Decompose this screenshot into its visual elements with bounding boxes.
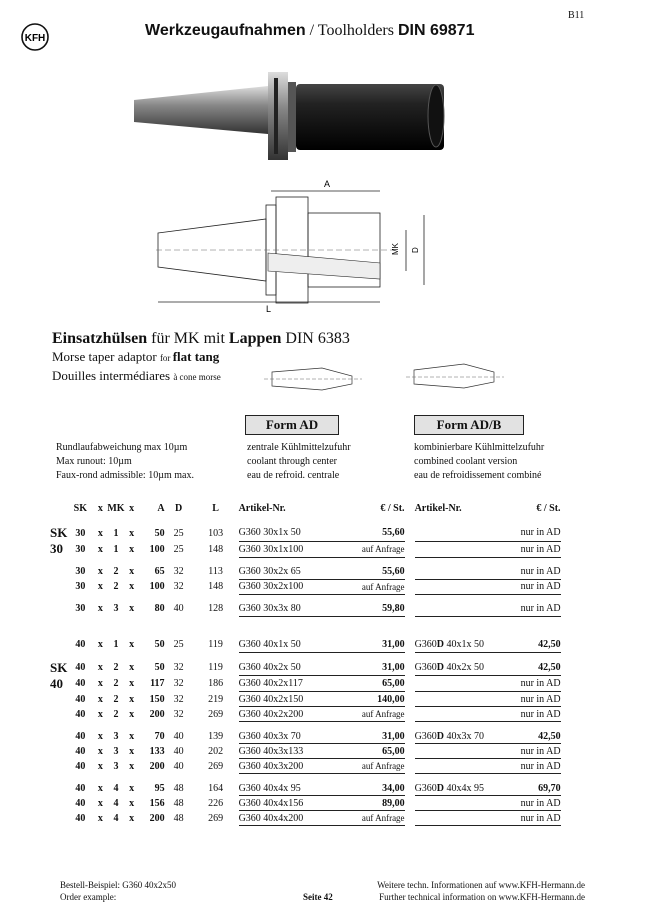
table-row xyxy=(50,744,561,759)
sk-group-label xyxy=(50,796,67,811)
table-row xyxy=(50,796,561,811)
price-adb: nur in AD xyxy=(520,797,561,809)
table-cell: 2 xyxy=(113,581,119,592)
article-number: G360 40x4x 95 xyxy=(239,781,339,796)
sk-group-label xyxy=(50,811,67,826)
sk-group-label xyxy=(50,707,67,722)
table-row xyxy=(50,638,561,653)
table-cell: x xyxy=(129,745,135,757)
table-header-cell: € / St. xyxy=(380,503,405,514)
table-cell: x xyxy=(97,730,103,742)
table-cell: 219 xyxy=(208,693,224,705)
table-cell: 4 xyxy=(113,782,119,794)
article-number-adb xyxy=(415,676,519,692)
table-cell: 2 xyxy=(113,678,119,689)
page-code: B11 xyxy=(568,10,585,21)
table-cell: x xyxy=(129,782,135,794)
price: 55,60 xyxy=(339,525,405,541)
table-row xyxy=(50,602,561,617)
price-adb: nur in AD xyxy=(520,566,561,577)
table-cell: x xyxy=(129,581,135,592)
table-cell: 3 xyxy=(113,745,119,757)
price-adb: nur in AD xyxy=(519,541,561,557)
article-number: G360 40x2x150 xyxy=(239,692,339,707)
table-cell: 148 xyxy=(208,543,224,555)
table-cell: 30 xyxy=(75,527,86,539)
price-adb: nur in AD xyxy=(520,745,561,757)
price-adb: nur in AD xyxy=(520,603,561,614)
table-cell: 2 xyxy=(113,708,119,720)
price-adb: nur in AD xyxy=(520,708,561,720)
table-cell: x xyxy=(97,662,103,673)
table-cell: 50 xyxy=(154,527,165,539)
kfh-logo xyxy=(20,22,50,52)
table-header-cell: € / St. xyxy=(536,503,561,514)
table-row xyxy=(50,660,561,676)
article-number-adb xyxy=(415,707,519,722)
table-cell: x xyxy=(97,527,103,539)
table-cell: x xyxy=(97,812,103,824)
table-cell: 269 xyxy=(208,812,224,824)
table-cell: 269 xyxy=(208,760,224,772)
table-cell: 100 xyxy=(149,581,165,592)
article-number-adb: G360D 40x3x 70 xyxy=(415,729,519,744)
table-cell: x xyxy=(97,566,103,578)
info-link: Weitere techn. Informationen auf www.KFH-Hermann.de Further technical information on www.KFH-Hermann.de xyxy=(377,880,585,902)
sk-group-label xyxy=(50,692,67,707)
table-cell: x xyxy=(129,693,135,705)
article-number-adb xyxy=(415,579,519,594)
price: 31,00 xyxy=(339,660,405,676)
table-cell: x xyxy=(129,797,135,809)
table-cell: x xyxy=(129,639,135,651)
ad-notes: zentrale Kühlmittelzufuhr coolant through center eau de refroid. centrale xyxy=(247,442,351,481)
order-example: Bestell-Beispiel: G360 40x2x50 Order example: xyxy=(60,880,176,902)
table-cell: x xyxy=(97,543,103,555)
price-adb: nur in AD xyxy=(519,676,561,692)
table-cell: 164 xyxy=(208,782,224,794)
article-number: G360 40x2x 50 xyxy=(239,660,339,676)
article-number-adb xyxy=(415,744,519,759)
table-cell: 186 xyxy=(208,678,224,689)
article-number-adb xyxy=(415,692,519,707)
table-header-cell xyxy=(50,503,67,525)
table-cell: 32 xyxy=(173,581,184,592)
article-number: G360 40x3x 70 xyxy=(239,729,339,744)
form-adb-label: Form AD/B xyxy=(414,415,524,435)
section-title-en: Morse taper adaptor for flat tang xyxy=(52,349,220,364)
article-number-adb: G360D 40x4x 95 xyxy=(415,781,519,796)
dim-label-mk: MK xyxy=(391,243,400,255)
table-header-cell: D xyxy=(174,503,183,514)
article-number: G360 40x2x117 xyxy=(239,676,339,692)
price: 59,80 xyxy=(339,602,405,617)
table-cell: 40 xyxy=(75,662,86,673)
runout-notes: Rundlaufabweichung max 10µm Max runout: 10µm Faux-rond admissible: 10µm max. xyxy=(56,442,194,481)
table-cell: 40 xyxy=(75,708,86,720)
table-cell: 30 xyxy=(75,566,86,578)
sk-group-label xyxy=(50,744,67,759)
table-cell: 40 xyxy=(75,812,86,824)
price-adb: 42,50 xyxy=(519,660,561,676)
article-number: G360 30x1x100 xyxy=(239,541,339,557)
table-cell: 40 xyxy=(173,760,184,772)
table-cell: 202 xyxy=(208,745,224,757)
price: auf Anfrage xyxy=(339,759,405,774)
table-header-cell: x xyxy=(129,503,135,514)
price: auf Anfrage xyxy=(339,541,405,557)
table-cell: x xyxy=(129,730,135,742)
table-row xyxy=(50,707,561,722)
article-number: G360 40x4x156 xyxy=(239,796,339,811)
table-cell: x xyxy=(97,603,103,615)
table-row xyxy=(50,781,561,796)
sk-group-label: SK xyxy=(50,659,68,675)
page-title: Werkzeugaufnahmen / Toolholders DIN 69871 xyxy=(145,22,475,39)
table-header-cell: L xyxy=(212,503,219,514)
section-title-de: Einsatzhülsen für MK mit Lappen DIN 6383 xyxy=(52,330,350,347)
article-number-adb xyxy=(415,541,519,557)
price: 55,60 xyxy=(339,565,405,580)
price: 65,00 xyxy=(339,744,405,759)
table-cell: 1 xyxy=(113,543,119,555)
section-title-fr: Douilles intermédiares à cone morse xyxy=(52,368,221,383)
sk-group-label xyxy=(50,729,67,744)
technical-drawing xyxy=(148,175,448,315)
article-number: G360 30x2x 65 xyxy=(239,565,339,580)
table-cell: 3 xyxy=(113,730,119,742)
table-header-cell: MK xyxy=(107,503,125,514)
table-cell: x xyxy=(129,603,135,615)
form-adb-drawing xyxy=(404,356,514,396)
price-adb: 69,70 xyxy=(519,781,561,796)
table-cell: x xyxy=(129,678,135,689)
article-number-adb: G360D 40x2x 50 xyxy=(415,660,519,676)
article-number: G360 40x3x200 xyxy=(239,759,339,774)
price: 140,00 xyxy=(339,692,405,707)
article-number: G360 40x1x 50 xyxy=(239,638,339,653)
table-cell: x xyxy=(97,745,103,757)
table-cell: 148 xyxy=(208,581,224,592)
table-cell: 200 xyxy=(149,812,165,824)
product-table xyxy=(50,503,561,826)
table-cell: x xyxy=(129,708,135,720)
table-cell: 40 xyxy=(75,693,86,705)
price: 34,00 xyxy=(339,781,405,796)
price: auf Anfrage xyxy=(339,811,405,826)
table-cell: 117 xyxy=(150,678,165,689)
table-cell: 40 xyxy=(173,603,184,615)
table-cell: 226 xyxy=(208,797,224,809)
table-cell: 50 xyxy=(154,662,165,673)
table-cell: 150 xyxy=(149,693,165,705)
table-cell: x xyxy=(129,662,135,673)
table-cell: 269 xyxy=(208,708,224,720)
price: 65,00 xyxy=(339,676,405,692)
price-adb: nur in AD xyxy=(520,760,561,772)
table-cell: 40 xyxy=(75,782,86,794)
table-cell: 139 xyxy=(208,730,224,742)
table-row xyxy=(50,729,561,744)
sk-group-label xyxy=(50,565,67,580)
price-adb: nur in AD xyxy=(520,693,561,705)
table-cell: 32 xyxy=(173,693,184,705)
table-cell: 48 xyxy=(173,812,184,824)
table-cell: 70 xyxy=(154,730,165,742)
table-cell: 100 xyxy=(149,543,165,555)
table-cell: x xyxy=(97,782,103,794)
table-cell: 200 xyxy=(149,760,165,772)
table-cell: 2 xyxy=(113,693,119,705)
sk-group-label xyxy=(50,781,67,796)
table-cell: 128 xyxy=(208,603,224,615)
table-cell: 1 xyxy=(113,639,119,651)
article-number-adb xyxy=(415,759,519,774)
table-header-cell xyxy=(405,503,415,525)
table-header-cell: A xyxy=(157,503,165,514)
table-cell: 113 xyxy=(208,566,223,578)
table-cell: 25 xyxy=(173,543,184,555)
table-cell: 40 xyxy=(75,797,86,809)
price-adb: 42,50 xyxy=(519,729,561,744)
form-ad-drawing xyxy=(262,362,372,396)
table-cell: 4 xyxy=(113,797,119,809)
table-cell: 40 xyxy=(75,678,86,689)
article-number-adb xyxy=(415,602,519,617)
table-cell: 2 xyxy=(113,566,119,578)
table-cell: 30 xyxy=(75,603,86,615)
article-number-adb xyxy=(415,811,519,826)
table-cell: 40 xyxy=(75,745,86,757)
price: 31,00 xyxy=(339,638,405,653)
table-cell: 32 xyxy=(173,662,184,673)
sk-group-label: 40 xyxy=(50,675,63,691)
table-cell: 119 xyxy=(208,639,223,651)
table-cell: 30 xyxy=(75,543,86,555)
table-cell: 50 xyxy=(154,639,165,651)
table-cell: 40 xyxy=(75,730,86,742)
dim-label-a: A xyxy=(324,179,331,189)
table-row xyxy=(50,579,561,594)
table-cell: 30 xyxy=(75,581,86,592)
article-number: G360 30x1x 50 xyxy=(239,525,339,541)
table-row xyxy=(50,676,561,692)
svg-text:KFH: KFH xyxy=(24,33,46,44)
table-cell: x xyxy=(129,527,135,539)
table-row xyxy=(50,759,561,774)
table-header-cell: Artikel-Nr. xyxy=(238,503,286,514)
sk-group-label xyxy=(50,579,67,594)
table-cell: x xyxy=(97,678,103,689)
article-number: G360 40x3x133 xyxy=(239,744,339,759)
price: 31,00 xyxy=(339,729,405,744)
article-number-adb xyxy=(415,796,519,811)
table-cell: x xyxy=(97,797,103,809)
table-cell: x xyxy=(97,708,103,720)
price-adb: 42,50 xyxy=(519,638,561,653)
table-cell: 48 xyxy=(173,782,184,794)
table-cell: 32 xyxy=(173,566,184,578)
table-cell: 65 xyxy=(154,566,165,578)
table-cell: 80 xyxy=(154,603,165,615)
table-cell: 3 xyxy=(113,760,119,772)
dim-label-d: D xyxy=(411,247,420,253)
article-number: G360 40x4x200 xyxy=(239,811,339,826)
table-cell: x xyxy=(129,760,135,772)
table-row xyxy=(50,692,561,707)
table-cell: 3 xyxy=(113,603,119,615)
adb-notes: kombinierbare Kühlmittelzufuhr combined coolant version eau de refroidissement combiné xyxy=(414,442,545,481)
table-cell: x xyxy=(97,760,103,772)
product-photo xyxy=(130,68,450,168)
table-cell: x xyxy=(129,566,135,578)
table-cell: x xyxy=(97,639,103,651)
table-cell: x xyxy=(129,543,135,555)
table-cell: 156 xyxy=(149,797,165,809)
page-number: Seite 42 xyxy=(303,892,333,902)
form-ad-label: Form AD xyxy=(245,415,339,435)
table-cell: 2 xyxy=(113,662,119,673)
table-cell: 119 xyxy=(208,662,223,673)
table-cell: 133 xyxy=(149,745,165,757)
table-row xyxy=(50,525,561,541)
price-adb: nur in AD xyxy=(520,581,561,592)
table-cell: 25 xyxy=(173,639,184,651)
table-cell: 32 xyxy=(173,708,184,720)
table-row xyxy=(50,811,561,826)
table-cell: x xyxy=(97,581,103,592)
table-header-cell: x xyxy=(97,503,103,514)
table-cell: 40 xyxy=(75,639,86,651)
table-cell: 1 xyxy=(113,527,119,539)
table-cell: 4 xyxy=(113,812,119,824)
sk-group-label xyxy=(50,759,67,774)
article-number-adb: G360D 40x1x 50 xyxy=(415,638,519,653)
table-cell: x xyxy=(97,693,103,705)
sk-group-label: 30 xyxy=(50,541,63,556)
table-cell: 200 xyxy=(149,708,165,720)
table-cell: 32 xyxy=(173,678,184,689)
table-cell: 95 xyxy=(154,782,165,794)
table-header-cell: Artikel-Nr. xyxy=(414,503,462,514)
table-header-cell: SK xyxy=(73,503,88,514)
sk-group-label xyxy=(50,602,67,617)
price-adb: nur in AD xyxy=(519,525,561,541)
article-number-adb xyxy=(415,565,519,580)
article-number: G360 40x2x200 xyxy=(239,707,339,722)
table-row xyxy=(50,541,561,557)
price-adb: nur in AD xyxy=(520,812,561,824)
article-number: G360 30x3x 80 xyxy=(239,602,339,617)
article-number-adb xyxy=(415,525,519,541)
price: auf Anfrage xyxy=(339,707,405,722)
table-cell: 103 xyxy=(208,527,224,539)
table-cell: 48 xyxy=(173,797,184,809)
sk-group-label xyxy=(50,638,67,653)
sk-group-label: SK xyxy=(50,525,68,540)
table-cell: 40 xyxy=(173,730,184,742)
table-cell: 40 xyxy=(75,760,86,772)
table-cell: 40 xyxy=(173,745,184,757)
article-number: G360 30x2x100 xyxy=(239,579,339,594)
price: auf Anfrage xyxy=(339,579,405,594)
table-cell: x xyxy=(129,812,135,824)
dim-label-l: L xyxy=(266,304,272,314)
table-cell: 25 xyxy=(173,527,184,539)
price: 89,00 xyxy=(339,796,405,811)
table-row xyxy=(50,565,561,580)
